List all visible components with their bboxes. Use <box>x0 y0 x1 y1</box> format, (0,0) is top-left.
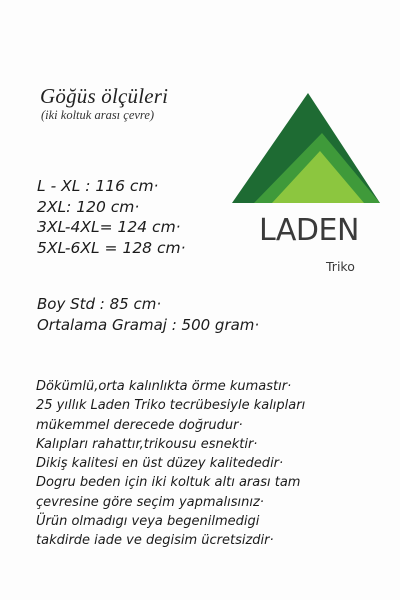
size-list <box>37 176 186 258</box>
description-line: Dikiş kalitesi en üst düzey kalitededir· <box>36 456 284 472</box>
size-line: 3XL-4XL= 124 cm· <box>37 218 181 236</box>
description-block <box>36 377 305 551</box>
description-line: çevresine göre seçim yapmalısınız· <box>36 494 264 510</box>
measurements-subtitle: (iki koltuk arası çevre) <box>41 108 155 122</box>
description-line: mükemmel derecede doğrudur· <box>36 417 243 433</box>
description-line: 25 yıllık Laden Triko tecrübesiyle kalıpları <box>36 398 306 414</box>
triangle-logo-icon <box>232 93 380 205</box>
description-line: Dogru beden için iki koltuk altı arası tam <box>36 475 301 491</box>
description-line: takdirde iade ve degisim ücretsizdir· <box>36 533 274 549</box>
brand-subtitle: Triko <box>326 259 355 274</box>
brand-name: LADEN <box>259 213 359 248</box>
description-line: Ürün olmadıgı veya begenilmedigi <box>36 514 260 530</box>
description-line: Kalıpları rahattır,trikousu esnektir· <box>36 436 258 452</box>
description-line: Dökümlü,orta kalınlıkta örme kumastır· <box>36 379 292 394</box>
measurements-title: Göğüs ölçüleri <box>40 84 169 108</box>
size-line: 5XL-6XL = 128 cm· <box>37 238 186 257</box>
spec-line: Boy Std : 85 cm· <box>37 295 162 313</box>
size-line: L - XL : 116 cm· <box>37 177 159 195</box>
spec-line: Ortalama Gramaj : 500 gram· <box>37 315 260 334</box>
size-line: 2XL: 120 cm· <box>37 197 140 216</box>
spec-list <box>37 294 259 335</box>
